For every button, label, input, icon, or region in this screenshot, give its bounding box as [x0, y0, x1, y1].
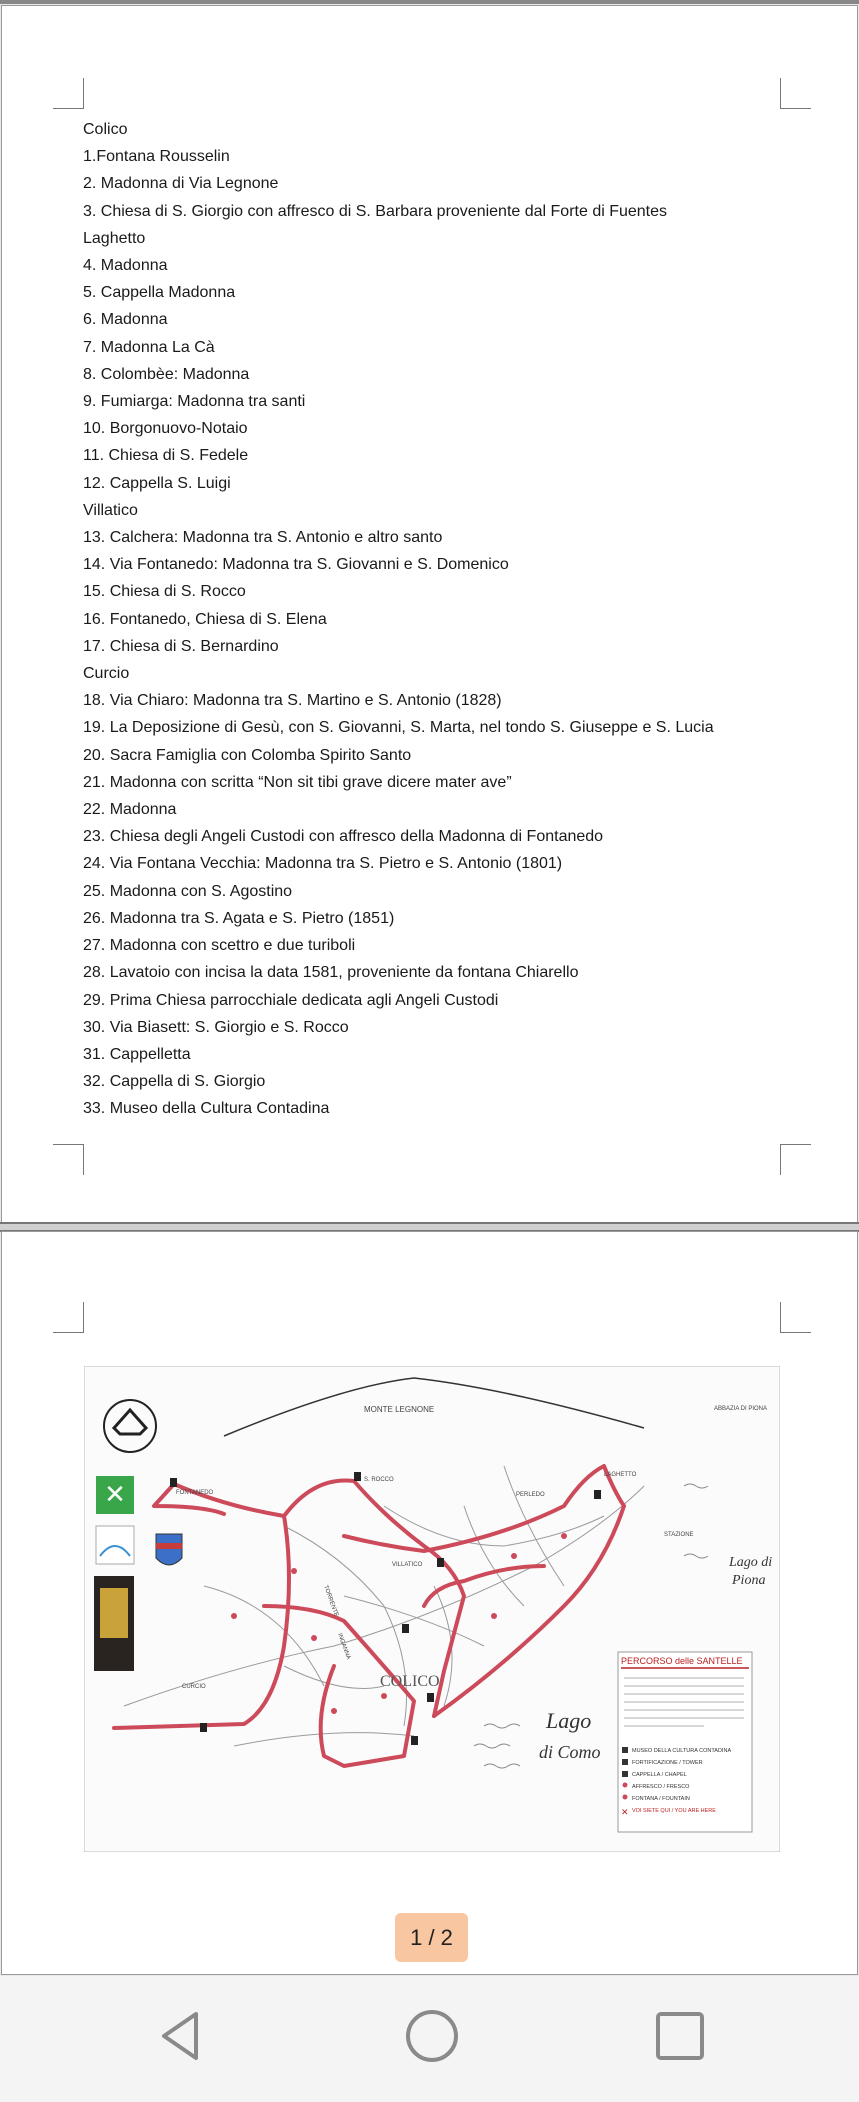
list-item: 32. Cappella di S. Giorgio: [83, 1073, 266, 1091]
list-item: 30. Via Biasett: S. Giorgio e S. Rocco: [83, 1018, 349, 1036]
android-navigation-bar: [0, 1976, 859, 2102]
list-item: 24. Via Fontana Vecchia: Madonna tra S. Pietro e S. Antonio (1801): [83, 855, 563, 873]
legend-item-fresco: AFFRESCO / FRESCO: [632, 1784, 690, 1790]
lake-piona-line1: Lago di: [729, 1555, 773, 1570]
list-item: 23. Chiesa degli Angeli Custodi con affresco della Madonna di Fontanedo: [83, 828, 604, 846]
crop-mark: [780, 1302, 811, 1333]
map-label-torrente: TORRENTE: [322, 1584, 340, 1618]
list-item: 25. Madonna con S. Agostino: [83, 882, 293, 900]
map-legend: [618, 1652, 752, 1832]
list-item: 31. Cappelletta: [83, 1045, 191, 1063]
map-label-laghetto: LAGHETTO: [604, 1472, 637, 1478]
list-item: 16. Fontanedo, Chiesa di S. Elena: [83, 610, 327, 628]
list-item: 15. Chiesa di S. Rocco: [83, 583, 246, 601]
list-item: 13. Calchera: Madonna tra S. Antonio e altro santo: [83, 529, 443, 547]
map-label-inganna: INGANNA: [336, 1632, 352, 1661]
list-item: 26. Madonna tra S. Agata e S. Pietro (1851): [83, 909, 395, 927]
list-item: 9. Fumiarga: Madonna tra santi: [83, 393, 306, 411]
list-item: 27. Madonna con scettro e due turiboli: [83, 937, 356, 955]
list-item: 19. La Deposizione di Gesù, con S. Giovanni, S. Marta, nel tondo S. Giuseppe e S. Lucia: [83, 719, 714, 737]
coat-of-arms-icon: [156, 1534, 182, 1565]
map-label-colico: COLICO: [380, 1673, 440, 1690]
mountain-label: MONTE LEGNONE: [364, 1405, 435, 1414]
list-item: 33. Museo della Cultura Contadina: [83, 1100, 330, 1118]
page-indicator: 1 / 2: [395, 1913, 468, 1962]
you-are-here-icon: ✕: [621, 1808, 629, 1818]
legend-item-museum: MUSEO DELLA CULTURA CONTADINA: [632, 1748, 732, 1754]
back-button[interactable]: [152, 2006, 212, 2066]
list-item: 1.Fontana Rousselin: [83, 148, 230, 166]
crop-mark: [53, 1302, 84, 1333]
map-label-stazione: STAZIONE: [664, 1532, 694, 1538]
santelle-list: [83, 116, 714, 1123]
list-item: 22. Madonna: [83, 801, 177, 819]
list-item: Curcio: [83, 665, 130, 683]
crop-mark: [780, 78, 811, 109]
page-separator: [0, 1222, 859, 1232]
legend-item-chapel: CAPPELLA / CHAPEL: [632, 1772, 687, 1778]
recents-square-icon: [650, 2006, 710, 2066]
list-item: 17. Chiesa di S. Bernardino: [83, 637, 279, 655]
map-label-perledo: PERLEDO: [516, 1492, 545, 1498]
lake-piona-line2: Piona: [732, 1573, 766, 1588]
list-item: 5. Cappella Madonna: [83, 284, 236, 302]
list-item: 12. Cappella S. Luigi: [83, 474, 231, 492]
list-item: 20. Sacra Famiglia con Colomba Spirito Santo: [83, 746, 412, 764]
back-triangle-icon: [152, 2006, 212, 2066]
list-item: 29. Prima Chiesa parrocchiale dedicata agli Angeli Custodi: [83, 991, 499, 1009]
legend-item-fountain: FONTANA / FOUNTAIN: [632, 1796, 690, 1802]
legend-item-tower: FORTIFICAZIONE / TOWER: [632, 1760, 703, 1766]
map-label-villatico: VILLATICO: [392, 1562, 423, 1568]
list-item: Villatico: [83, 501, 138, 519]
list-item: Colico: [83, 121, 128, 138]
list-item: 11. Chiesa di S. Fedele: [83, 447, 249, 465]
document-page-1: [2, 6, 857, 1222]
map-label-srocco: S. ROCCO: [364, 1477, 394, 1483]
lake-como-line1: Lago: [546, 1708, 592, 1733]
crop-mark: [53, 78, 84, 109]
list-item: 18. Via Chiaro: Madonna tra S. Martino e S. Antonio (1828): [83, 692, 502, 710]
crop-mark: [780, 1144, 811, 1175]
list-item: 6. Madonna: [83, 311, 168, 329]
top-edge: [0, 0, 859, 4]
legend-title: PERCORSO delle SANTELLE: [621, 1656, 743, 1666]
home-circle-icon: [402, 2006, 462, 2066]
lake-como-line2: di Como: [539, 1742, 601, 1762]
map-label-curcio: CURCIO: [182, 1684, 206, 1690]
list-item: 7. Madonna La Cà: [83, 338, 215, 356]
route-map: [84, 1366, 780, 1852]
document-page-2: [2, 1232, 857, 1974]
list-item: 21. Madonna con scritta “Non sit tibi grave dicere mater ave”: [83, 773, 512, 791]
list-item: 4. Madonna: [83, 257, 168, 275]
list-item: 14. Via Fontanedo: Madonna tra S. Giovanni e S. Domenico: [83, 556, 509, 574]
list-item: 2. Madonna di Via Legnone: [83, 175, 279, 193]
list-item: Laghetto: [83, 229, 146, 247]
map-label-abbazia: ABBAZIA DI PIONA: [714, 1406, 768, 1412]
legend-item-you-are-here: VOI SIETE QUI / YOU ARE HERE: [632, 1808, 716, 1814]
list-item: 28. Lavatoio con incisa la data 1581, proveniente da fontana Chiarello: [83, 964, 579, 982]
list-item: 8. Colombèe: Madonna: [83, 365, 250, 383]
home-button[interactable]: [402, 2006, 462, 2066]
list-item: 10. Borgonuovo-Notaio: [83, 420, 248, 438]
list-item: 3. Chiesa di S. Giorgio con affresco di S. Barbara proveniente dal Forte di Fuentes: [83, 202, 668, 220]
map-label-fontanedo: FONTANEDO: [176, 1490, 214, 1496]
svg-text:✕: ✕: [104, 1480, 126, 1510]
crop-mark: [53, 1144, 84, 1175]
recents-button[interactable]: [650, 2006, 710, 2066]
